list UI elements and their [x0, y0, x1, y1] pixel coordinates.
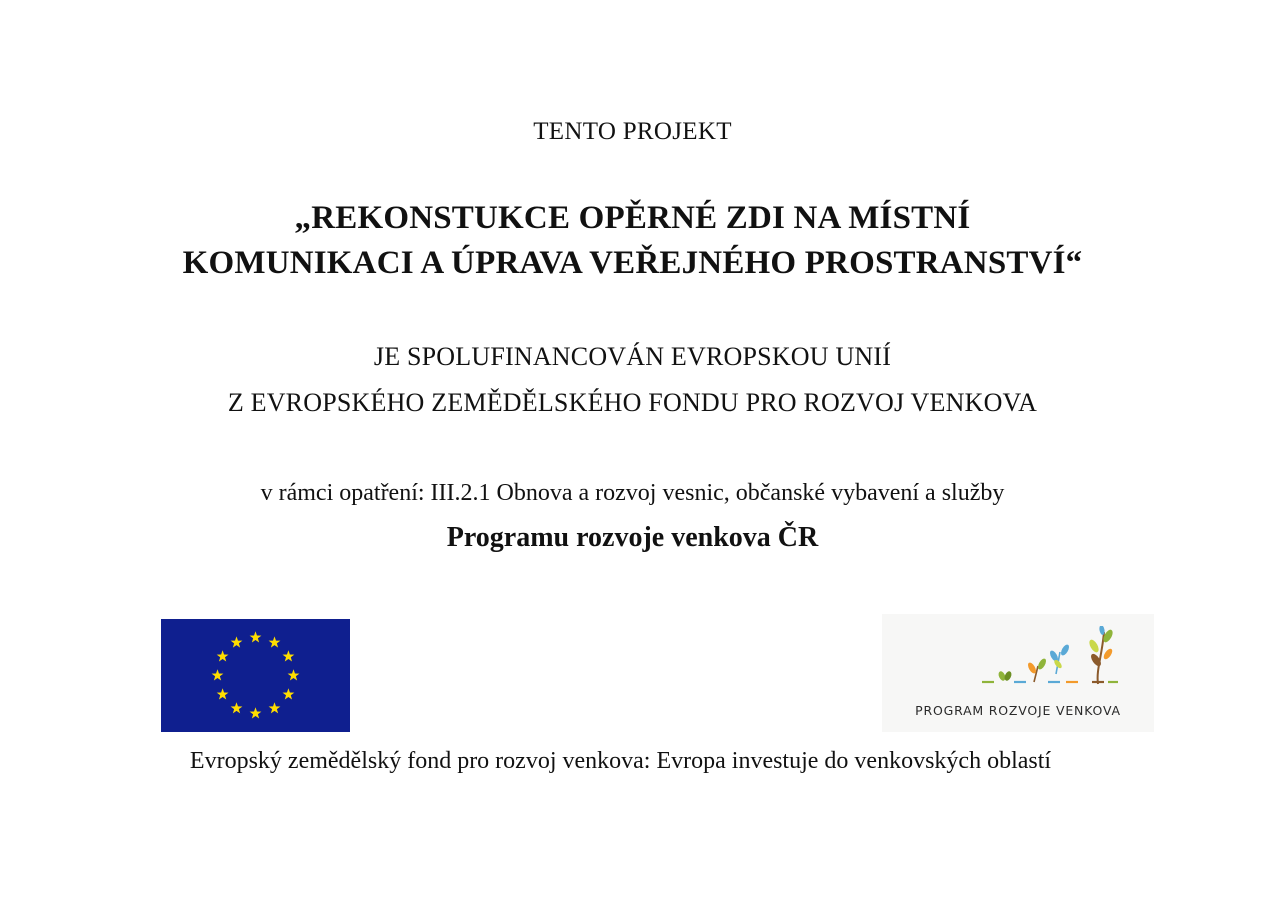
program-logo	[882, 614, 1154, 732]
footer-text: Evropský zemědělský fond pro rozvoj venkova: Evropa investuje do venkovských oblastí	[189, 748, 1052, 774]
eu-star-icon	[217, 688, 229, 699]
eu-star-icon	[250, 631, 262, 642]
project-title-line-2: KOMUNIKACI A ÚPRAVA VEŘEJNÉHO PROSTRANSTVÍ“	[182, 245, 1083, 281]
program-name: Programu rozvoje venkova ČR	[446, 522, 819, 553]
eu-star-icon	[212, 669, 224, 680]
project-title-line-1: „REKONSTUKCE OPĚRNÉ ZDI NA MÍSTNÍ	[294, 200, 971, 236]
eu-star-icon	[269, 702, 281, 713]
eu-star-icon	[283, 688, 295, 699]
funding-line-2: Z EVROPSKÉHO ZEMĚDĚLSKÉHO FONDU PRO ROZVOJ VENKOVA	[227, 388, 1038, 417]
program-logo-label: PROGRAM ROZVOJE VENKOVA	[915, 703, 1121, 718]
eu-star-icon	[217, 650, 229, 661]
eu-star-icon	[269, 636, 281, 647]
measure-text: v rámci opatření: III.2.1 Obnova a rozvoj vesnic, občanské vybavení a služby	[260, 480, 1005, 506]
eu-flag-icon	[161, 619, 350, 732]
eu-star-icon	[250, 707, 262, 718]
eu-star-icon	[231, 702, 243, 713]
eu-star-icon	[288, 669, 300, 680]
eu-star-icon	[231, 636, 243, 647]
sprouting-plants-icon	[980, 626, 1160, 696]
eu-star-icon	[283, 650, 295, 661]
intro-text: TENTO PROJEKT	[533, 118, 732, 145]
funding-line-1: JE SPOLUFINANCOVÁN EVROPSKOU UNIÍ	[373, 342, 892, 371]
